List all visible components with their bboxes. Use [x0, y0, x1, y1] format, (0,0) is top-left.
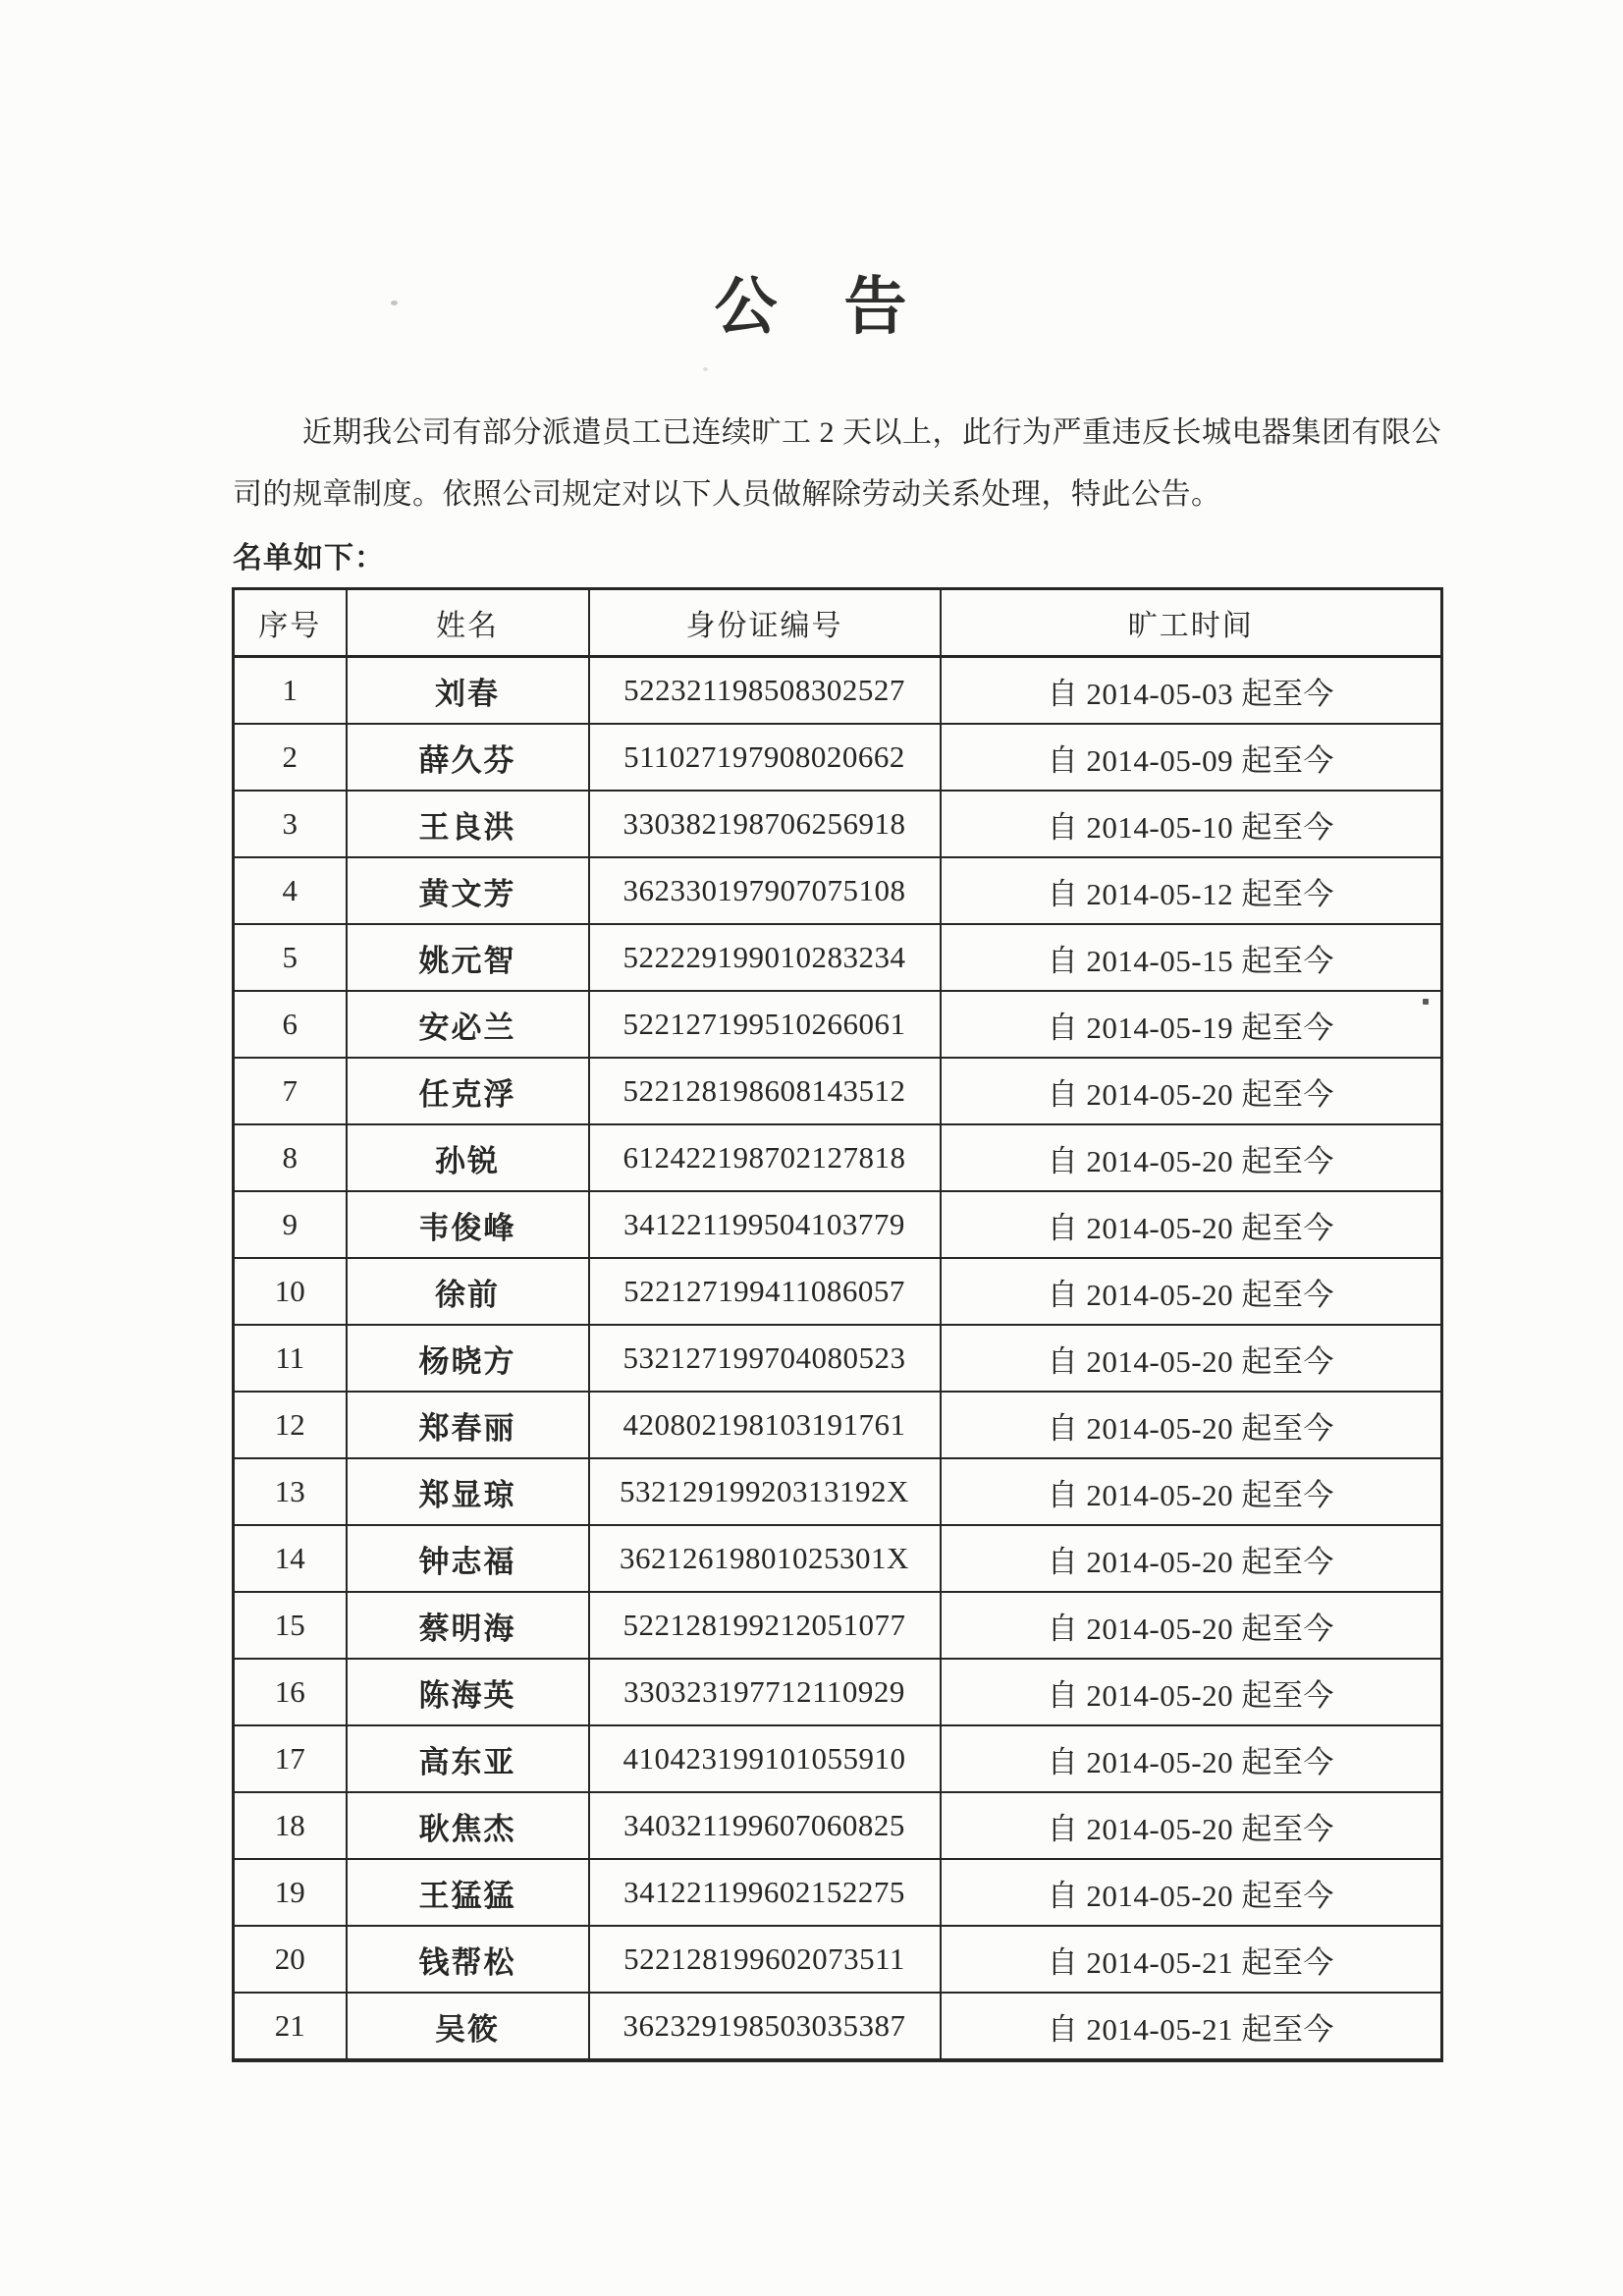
serial-number-cell: 9: [234, 1191, 347, 1258]
serial-number-cell: 6: [234, 991, 347, 1058]
employee-name-cell: 徐前: [347, 1258, 589, 1325]
employee-name-cell: 王猛猛: [347, 1859, 589, 1926]
absence-period-cell: 自 2014-05-20 起至今: [941, 1191, 1442, 1258]
absence-period-cell: 自 2014-05-03 起至今: [941, 657, 1442, 725]
serial-number-cell: 21: [234, 1993, 347, 2060]
employee-name-cell: 吴筱: [347, 1993, 589, 2060]
absence-period-cell: 自 2014-05-20 起至今: [941, 1325, 1442, 1392]
table-row: [234, 1859, 1442, 1926]
serial-number-cell: 4: [234, 857, 347, 924]
table-row: [234, 1725, 1442, 1792]
absence-period-cell: 自 2014-05-20 起至今: [941, 1525, 1442, 1592]
employee-name-cell: 郑显琼: [347, 1458, 589, 1525]
serial-number-cell: 15: [234, 1592, 347, 1659]
header-id-number: 身份证编号: [589, 589, 941, 657]
serial-number-cell: 10: [234, 1258, 347, 1325]
absence-period-cell: 自 2014-05-20 起至今: [941, 1392, 1442, 1458]
header-serial-number: 序号: [234, 589, 347, 657]
scan-speck: [703, 367, 708, 371]
id-number-cell: 522229199010283234: [589, 924, 941, 991]
employee-name-cell: 王良洪: [347, 791, 589, 857]
employee-name-cell: 薛久芬: [347, 724, 589, 791]
id-number-cell: 362329198503035387: [589, 1993, 941, 2060]
serial-number-cell: 18: [234, 1792, 347, 1859]
id-number-cell: 362330197907075108: [589, 857, 941, 924]
table-row: [234, 1993, 1442, 2060]
employee-name-cell: 蔡明海: [347, 1592, 589, 1659]
id-number-cell: 330323197712110929: [589, 1659, 941, 1725]
serial-number-cell: 17: [234, 1725, 347, 1792]
table-row: [234, 657, 1442, 725]
table-row: [234, 857, 1442, 924]
absence-period-cell: 自 2014-05-15 起至今: [941, 924, 1442, 991]
header-absence-period: 旷工时间: [941, 589, 1442, 657]
absence-period-cell: 自 2014-05-20 起至今: [941, 1058, 1442, 1124]
employee-name-cell: 杨晓方: [347, 1325, 589, 1392]
id-number-cell: 36212619801025301X: [589, 1525, 941, 1592]
id-number-cell: 522127199510266061: [589, 991, 941, 1058]
table-row: [234, 1191, 1442, 1258]
table-row: [234, 1325, 1442, 1392]
serial-number-cell: 13: [234, 1458, 347, 1525]
employee-name-cell: 孙锐: [347, 1124, 589, 1191]
roster-table-body: [234, 657, 1442, 2061]
absence-period-cell: 自 2014-05-19 起至今: [941, 991, 1442, 1058]
id-number-cell: 511027197908020662: [589, 724, 941, 791]
employee-name-cell: 韦俊峰: [347, 1191, 589, 1258]
list-label: 名单如下：: [233, 542, 385, 574]
absence-period-cell: 自 2014-05-21 起至今: [941, 1926, 1442, 1993]
table-row: [234, 724, 1442, 791]
employee-name-cell: 陈海英: [347, 1659, 589, 1725]
employee-name-cell: 钟志福: [347, 1525, 589, 1592]
id-number-cell: 612422198702127818: [589, 1124, 941, 1191]
table-row: [234, 1058, 1442, 1124]
serial-number-cell: 16: [234, 1659, 347, 1725]
employee-name-cell: 钱帮松: [347, 1926, 589, 1993]
serial-number-cell: 20: [234, 1926, 347, 1993]
page-title: 公 告: [714, 272, 909, 342]
table-row: [234, 1392, 1442, 1458]
notice-paragraph-line-2: 司的规章制度。依照公司规定对以下人员做解除劳动关系处理，特此公告。: [233, 478, 1221, 511]
id-number-cell: 420802198103191761: [589, 1392, 941, 1458]
id-number-cell: 522127199411086057: [589, 1258, 941, 1325]
id-number-cell: 341221199504103779: [589, 1191, 941, 1258]
id-number-cell: 340321199607060825: [589, 1792, 941, 1859]
serial-number-cell: 7: [234, 1058, 347, 1124]
id-number-cell: 522128199602073511: [589, 1926, 941, 1993]
table-row: [234, 791, 1442, 857]
serial-number-cell: 3: [234, 791, 347, 857]
absence-period-cell: 自 2014-05-20 起至今: [941, 1592, 1442, 1659]
id-number-cell: 522128198608143512: [589, 1058, 941, 1124]
absence-period-cell: 自 2014-05-20 起至今: [941, 1859, 1442, 1926]
id-number-cell: 532127199704080523: [589, 1325, 941, 1392]
employee-name-cell: 刘春: [347, 657, 589, 725]
scan-speck: [391, 301, 398, 305]
employee-name-cell: 任克浮: [347, 1058, 589, 1124]
serial-number-cell: 1: [234, 657, 347, 725]
table-row: [234, 1926, 1442, 1993]
notice-paragraph-line-1: 近期我公司有部分派遣员工已连续旷工 2 天以上，此行为严重违反长城电器集团有限公: [302, 416, 1441, 449]
employee-name-cell: 耿焦杰: [347, 1792, 589, 1859]
absence-period-cell: 自 2014-05-20 起至今: [941, 1124, 1442, 1191]
scan-speck: [1423, 999, 1429, 1005]
employee-name-cell: 郑春丽: [347, 1392, 589, 1458]
id-number-cell: 410423199101055910: [589, 1725, 941, 1792]
employee-name-cell: 高东亚: [347, 1725, 589, 1792]
id-number-cell: 341221199602152275: [589, 1859, 941, 1926]
absence-period-cell: 自 2014-05-10 起至今: [941, 791, 1442, 857]
absence-period-cell: 自 2014-05-20 起至今: [941, 1725, 1442, 1792]
table-row: [234, 1124, 1442, 1191]
absence-period-cell: 自 2014-05-21 起至今: [941, 1993, 1442, 2060]
absence-period-cell: 自 2014-05-20 起至今: [941, 1792, 1442, 1859]
table-row: [234, 991, 1442, 1058]
id-number-cell: 53212919920313192X: [589, 1458, 941, 1525]
table-row: [234, 1525, 1442, 1592]
serial-number-cell: 2: [234, 724, 347, 791]
serial-number-cell: 14: [234, 1525, 347, 1592]
employee-name-cell: 姚元智: [347, 924, 589, 991]
serial-number-cell: 19: [234, 1859, 347, 1926]
table-row: [234, 1592, 1442, 1659]
absence-period-cell: 自 2014-05-20 起至今: [941, 1258, 1442, 1325]
dismissal-roster-table: [232, 587, 1443, 2062]
serial-number-cell: 11: [234, 1325, 347, 1392]
absence-period-cell: 自 2014-05-12 起至今: [941, 857, 1442, 924]
table-row: [234, 1659, 1442, 1725]
id-number-cell: 522128199212051077: [589, 1592, 941, 1659]
absence-period-cell: 自 2014-05-09 起至今: [941, 724, 1442, 791]
table-row: [234, 1458, 1442, 1525]
roster-table-header: [234, 589, 1442, 657]
serial-number-cell: 8: [234, 1124, 347, 1191]
employee-name-cell: 安必兰: [347, 991, 589, 1058]
serial-number-cell: 5: [234, 924, 347, 991]
header-name: 姓名: [347, 589, 589, 657]
table-row: [234, 1792, 1442, 1859]
table-row: [234, 924, 1442, 991]
id-number-cell: 522321198508302527: [589, 657, 941, 725]
absence-period-cell: 自 2014-05-20 起至今: [941, 1659, 1442, 1725]
serial-number-cell: 12: [234, 1392, 347, 1458]
employee-name-cell: 黄文芳: [347, 857, 589, 924]
absence-period-cell: 自 2014-05-20 起至今: [941, 1458, 1442, 1525]
header-row: [234, 589, 1442, 657]
id-number-cell: 330382198706256918: [589, 791, 941, 857]
table-row: [234, 1258, 1442, 1325]
